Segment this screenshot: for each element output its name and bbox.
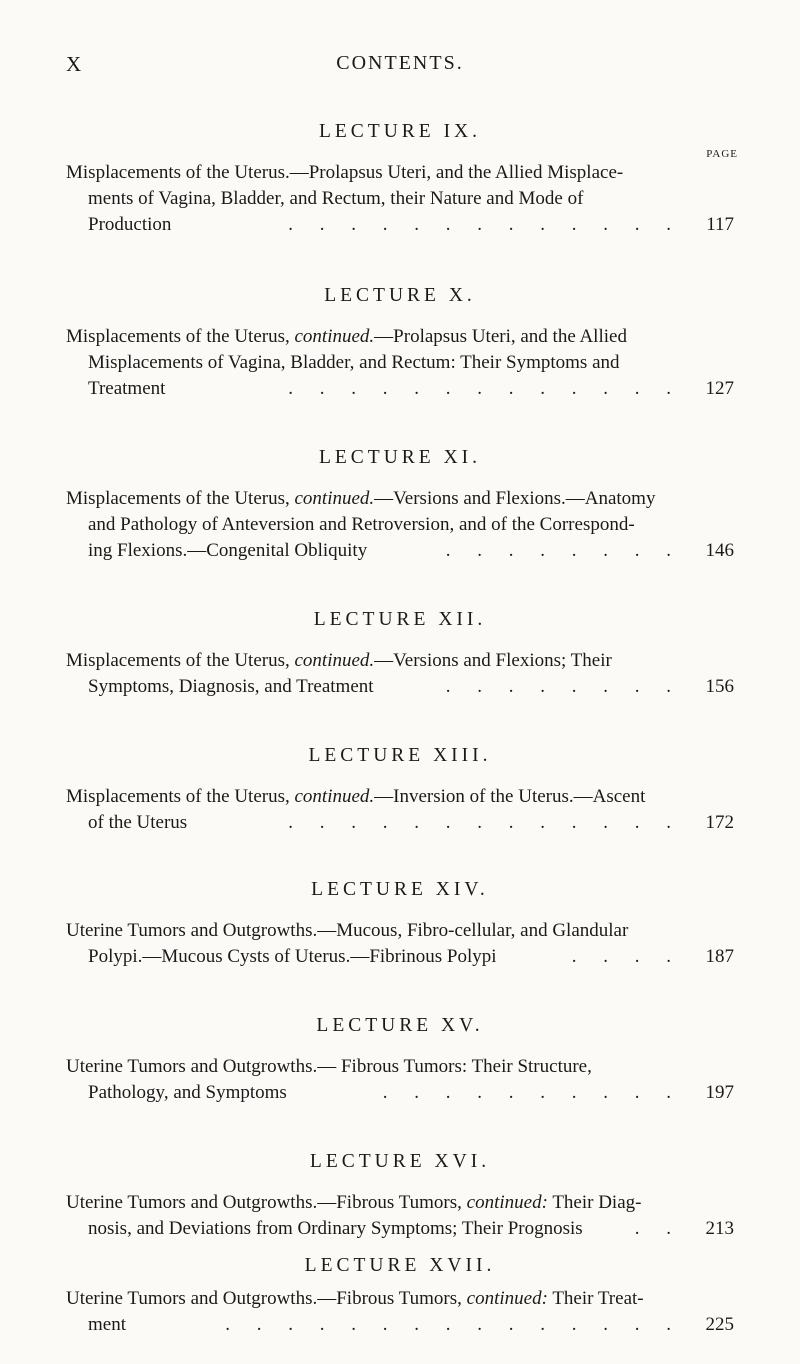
lecture-description: [66, 648, 734, 700]
description-line-last: [66, 674, 734, 700]
lecture-entry: [66, 742, 734, 836]
lecture-description: [66, 486, 734, 564]
lecture-description: [66, 1286, 734, 1338]
page-number: 172: [705, 812, 734, 833]
lecture-description: [66, 1054, 734, 1106]
description-line-last: [66, 1080, 734, 1106]
running-title: CONTENTS.: [336, 52, 464, 74]
lecture-title: LECTURE XII.: [313, 609, 487, 630]
continued-italic: continued.: [294, 650, 375, 671]
lecture-description: [66, 918, 734, 970]
lecture-title: LECTURE XV.: [316, 1015, 484, 1036]
continued-italic: continued:: [466, 1288, 548, 1309]
description-line-last: [66, 1312, 734, 1338]
description-line-last: [66, 538, 734, 564]
lecture-entry: [66, 282, 734, 402]
lecture-entry: [66, 444, 734, 564]
description-line: ments of Vagina, Bladder, and Rectum, their Nature and Mode of: [88, 188, 584, 209]
description-text: —Inversion of the Uterus.—Ascent: [374, 786, 646, 807]
dot-leader: . .: [634, 1218, 682, 1239]
dot-leader: . . . . . . . . . .: [382, 1082, 682, 1103]
description-line: Misplacements of the Uterus.—Prolapsus Uteri, and the Allied Misplace-: [66, 162, 624, 183]
lecture-description: [66, 784, 734, 836]
page-number: 117: [706, 214, 734, 235]
description-text: Misplacements of the Uterus,: [66, 786, 295, 807]
lecture-entry: [66, 876, 734, 970]
lecture-title: LECTURE XIII.: [308, 745, 492, 766]
continued-italic: continued:: [466, 1192, 548, 1213]
description-text: Uterine Tumors and Outgrowths.—Fibrous Tumors,: [66, 1192, 467, 1213]
continued-italic: continued.: [294, 786, 375, 807]
lecture-title: LECTURE XI.: [318, 447, 482, 468]
page-number: 213: [705, 1218, 734, 1239]
description-line-last: [66, 1216, 734, 1242]
lecture-entry: [66, 606, 734, 700]
description-line-last: [66, 810, 734, 836]
description-line: Uterine Tumors and Outgrowths.— Fibrous Tumors: Their Structure,: [66, 1056, 592, 1077]
description-line: [66, 1286, 734, 1312]
lecture-description: [66, 1190, 734, 1242]
description-text: Pathology, and Symptoms: [88, 1082, 287, 1103]
lecture-title: LECTURE XVII.: [304, 1255, 496, 1276]
page-folio: X: [66, 52, 82, 76]
lecture-description: [66, 324, 734, 402]
description-text: ment: [88, 1314, 126, 1335]
description-text: Their Diag-: [547, 1192, 642, 1213]
description-line: [66, 648, 734, 674]
dot-leader: . . . . . . . . . . . . .: [288, 214, 682, 235]
running-header: [0, 52, 800, 82]
page-number: 225: [705, 1314, 734, 1335]
description-text: Treatment: [88, 378, 166, 399]
dot-leader: . . . . . . . . . . . . .: [288, 378, 682, 399]
description-text: nosis, and Deviations from Ordinary Symptoms; Their Prognosis: [88, 1218, 583, 1239]
description-line-last: [66, 376, 734, 402]
dot-leader: . . . .: [571, 946, 682, 967]
description-line-last: [66, 944, 734, 970]
description-text: Production: [88, 214, 172, 235]
description-text: —Versions and Flexions.—Anatomy: [374, 488, 656, 509]
description-text: Misplacements of the Uterus,: [66, 650, 295, 671]
description-line: Uterine Tumors and Outgrowths.—Mucous, Fibro-cellular, and Glandular: [66, 920, 629, 941]
lecture-title: LECTURE XIV.: [311, 879, 489, 900]
description-line: [66, 1190, 734, 1216]
description-text: —Versions and Flexions; Their: [374, 650, 612, 671]
description-text: Symptoms, Diagnosis, and Treatment: [88, 676, 374, 697]
description-text: —Prolapsus Uteri, and the Allied: [374, 326, 627, 347]
page-number: 127: [705, 378, 734, 399]
description-text: Misplacements of the Uterus,: [66, 488, 295, 509]
description-text: ing Flexions.—Congenital Obliquity: [88, 540, 368, 561]
lecture-title: LECTURE XVI.: [309, 1151, 491, 1172]
dot-leader: . . . . . . . .: [445, 676, 682, 697]
description-text: Uterine Tumors and Outgrowths.—Fibrous Tumors,: [66, 1288, 467, 1309]
description-line: Misplacements of Vagina, Bladder, and Rectum: Their Symptoms and: [88, 352, 620, 373]
description-text: Misplacements of the Uterus,: [66, 326, 295, 347]
dot-leader: . . . . . . . . . . . . .: [288, 812, 682, 833]
description-line-last: [66, 212, 734, 238]
description-text: Polypi.—Mucous Cysts of Uterus.—Fibrinous Polypi: [88, 946, 497, 967]
dot-leader: . . . . . . . .: [445, 540, 682, 561]
page-column-label: PAGE: [706, 148, 738, 160]
page-number: 187: [705, 946, 734, 967]
continued-italic: continued.: [294, 488, 375, 509]
description-text: Their Treat-: [547, 1288, 644, 1309]
description-line: and Pathology of Anteversion and Retroversion, and of the Correspond-: [88, 514, 635, 535]
lecture-title: LECTURE X.: [324, 285, 476, 306]
description-line: [66, 324, 734, 350]
lecture-entry: [66, 1148, 734, 1242]
description-line: [66, 784, 734, 810]
lecture-entry: [66, 1252, 734, 1338]
lecture-title: LECTURE IX.: [318, 121, 482, 142]
lecture-entry: [66, 118, 734, 238]
page-number: 156: [705, 676, 734, 697]
description-text: of the Uterus: [88, 812, 188, 833]
lecture-description: [66, 160, 734, 238]
dot-leader: . . . . . . . . . . . . . . .: [225, 1314, 682, 1335]
continued-italic: continued.: [294, 326, 375, 347]
description-line: [66, 486, 734, 512]
lecture-entry: [66, 1012, 734, 1106]
page-number: 146: [705, 540, 734, 561]
page-number: 197: [705, 1082, 734, 1103]
